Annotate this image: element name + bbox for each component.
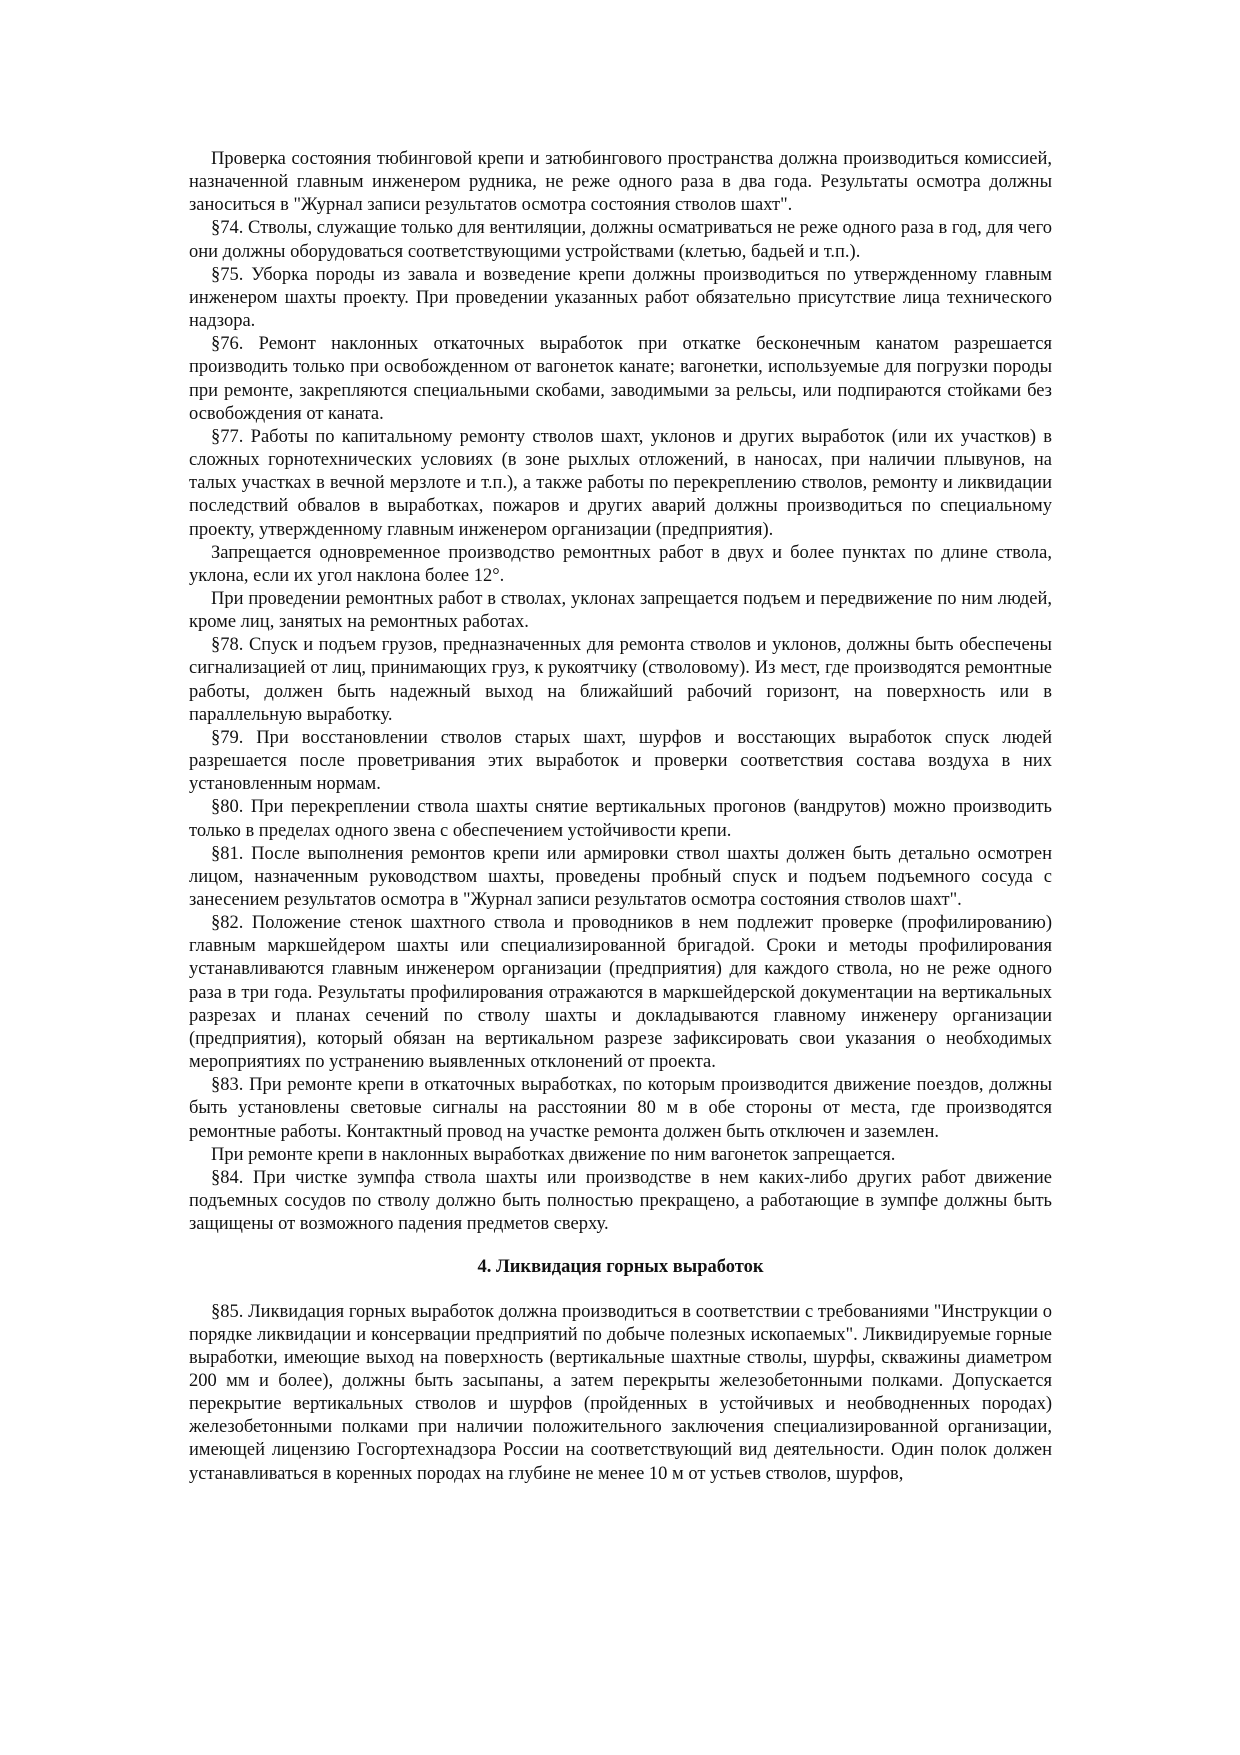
paragraph-80: §80. При перекреплении ствола шахты снятие вертикальных прогонов (вандрутов) можно производить только в пределах одного звена с обеспечением устойчивости крепи. [189, 797, 1052, 841]
paragraph-inspection-commission: Проверка состояния тюбинговой крепи и затюбингового пространства должна производиться комиссией, назначенной главным инженером рудника, не реже одного раза в два года. Результаты осмотра должны заноситься в "Журнал записи результатов осмотра состояния стволов шахт". [189, 149, 1052, 216]
paragraph-82: §82. Положение стенок шахтного ствола и проводников в нем подлежит проверке (профилированию) главным маркшейдером шахты или специализированной бригадой. Сроки и методы профилирования устанавливаются главным инженером организации (предприятия) для каждого ствола, но не реже одного раза в три года. Результаты профилирования отражаются в маркшейдерской документации на вертикальных разрезах и планах сечений по стволу шахты и докладываются главному инженеру организации (предприятия), который обязан на вертикальном разрезе зафиксировать свои указания о необходимых мероприятиях по устранению выявленных отклонений от проекта. [189, 913, 1052, 1073]
paragraph-74: §74. Стволы, служащие только для вентиляции, должны осматриваться не реже одного раза в год, для чего они должны оборудоваться соответствующими устройствами (клетью, бадьей и т.п.). [189, 218, 1052, 262]
paragraph-81: §81. После выполнения ремонтов крепи или армировки ствол шахты должен быть детально осмотрен лицом, назначенным руководством шахты, проведены пробный спуск и подъем подъемного сосуда с занесением результатов осмотра в "Журнал записи результатов осмотра состояния стволов шахт". [189, 843, 1052, 910]
paragraph-75: §75. Уборка породы из завала и возведение крепи должны производиться по утвержденному главным инженером шахты проекту. При проведении указанных работ обязательно присутствие лица технического надзора. [189, 264, 1052, 332]
paragraph-84: §84. При чистке зумпфа ствола шахты или производстве в нем каких-либо других работ движение подъемных сосудов по стволу должно быть полностью прекращено, а работающие в зумпфе должны быть защищены от возможного падения предметов сверху. [189, 1167, 1052, 1235]
paragraph-83-inclined: При ремонте крепи в наклонных выработках движение по ним вагонеток запрещается. [211, 1144, 896, 1165]
paragraph-83: §83. При ремонте крепи в откаточных выработках, по которым производится движение поездов, должны быть установлены световые сигналы на расстоянии 80 м в обе стороны от места, где производятся ремонтные работы. Контактный провод на участке ремонта должен быть отключен и заземлен. [189, 1075, 1052, 1142]
paragraph-85: §85. Ликвидация горных выработок должна производиться в соответствии с требованиями "Инструкции о порядке ликвидации и консервации предприятий по добыче полезных ископаемых". Ликвидируемые горные выработки, имеющие выход на поверхность (вертикальные шахтные стволы, шурфы, скважины диаметром 200 мм и более), должны быть засыпаны, а затем перекрыты железобетонными полками. Допускается перекрытие вертикальных стволов и шурфов (пройденных в устойчивых и необводненных породах) железобетонными полками при наличии положительного заключения специализированной организации, имеющей лицензию Госгортехнадзора России на соответствующий вид деятельности. Один полок должен устанавливаться в коренных породах на глубине не менее 10 м от устьев стволов, шурфов, [189, 1301, 1052, 1484]
paragraph-76: §76. Ремонт наклонных откаточных выработок при откатке бесконечным канатом разрешается производить только при освобожденном от вагонеток канате; вагонетки, используемые для погрузки породы при ремонте, закрепляются специальными скобами, заводимыми за рельсы, или подпираются стойками без освобождения от каната. [189, 334, 1052, 424]
paragraph-78: §78. Спуск и подъем грузов, предназначенных для ремонта стволов и уклонов, должны быть обеспечены сигнализацией от лиц, принимающих груз, к рукоятчику (стволовому). Из мест, где производятся ремонтные работы, должен быть надежный выход на ближайший рабочий горизонт, на поверхность или в параллельную выработку. [189, 635, 1052, 725]
paragraph-77-people-movement: При проведении ремонтных работ в стволах, уклонах запрещается подъем и передвижение по ним людей, кроме лиц, занятых на ремонтных работах. [189, 588, 1052, 633]
paragraph-77: §77. Работы по капитальному ремонту стволов шахт, уклонов и других выработок (или их участков) в сложных горнотехнических условиях (в зоне рыхлых отложений, в наносах, при наличии плывунов, на талых участках в вечной мерзлоте и т.п.), а также работы по перекреплению стволов, ремонту и ликвидации последствий обвалов в выработках, пожаров и других аварий должны производиться по специальному проекту, утвержденному главным инженером организации (предприятия). [189, 426, 1052, 540]
section-heading: 4. Ликвидация горных выработок [477, 1257, 764, 1278]
paragraph-79: §79. При восстановлении стволов старых шахт, шурфов и восстающих выработок спуск людей разрешается после проветривания этих выработок и проверки соответствия состава воздуха в них установленным нормам. [189, 727, 1052, 795]
paragraph-77-prohibition: Запрещается одновременное производство ремонтных работ в двух и более пунктах по длине ствола, уклона, если их угол наклона более 12°. [189, 542, 1052, 586]
document-body [189, 148, 1052, 1486]
